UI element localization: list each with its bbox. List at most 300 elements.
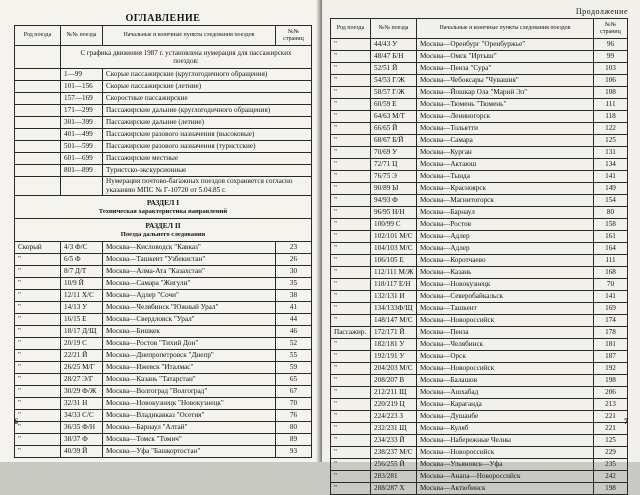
range-description: Пассажирские дальние (летние): [103, 117, 312, 129]
table-row: [331, 351, 628, 363]
train-number: 36/35 Ф/Н: [61, 422, 103, 434]
page-ref: 178: [594, 327, 628, 339]
train-route: Москва—Ашхабад: [417, 387, 594, 399]
numbering-range-row: [15, 117, 312, 129]
train-category: ": [331, 207, 371, 219]
train-category: ": [331, 63, 371, 75]
number-range: 1—99: [61, 69, 103, 81]
page-ref: 59: [276, 362, 312, 374]
table-row: [15, 434, 312, 446]
train-number: 134/133Ф/Щ: [371, 303, 417, 315]
page-ref: 67: [276, 386, 312, 398]
empty-cell: [15, 46, 61, 69]
column-header-category: Род поезда: [331, 19, 371, 39]
train-number: 234/233 Й: [371, 435, 417, 447]
train-number: 30/29 Ф/Ж: [61, 386, 103, 398]
train-route: Москва—Новокузнецк "Новокузнецк": [103, 398, 276, 410]
train-number: 6/5 Ф: [61, 254, 103, 266]
train-number: 54/53 Г/Ж: [371, 75, 417, 87]
train-category: ": [331, 303, 371, 315]
page-ref: 23: [276, 242, 312, 254]
train-category: ": [331, 171, 371, 183]
empty-cell: [15, 117, 61, 129]
page-ref: 41: [276, 302, 312, 314]
page-ref: 108: [594, 87, 628, 99]
table-row: [331, 423, 628, 435]
train-number: 238/237 М/С: [371, 447, 417, 459]
train-route: Москва—Лениногорск: [417, 111, 594, 123]
page-ref: 65: [276, 374, 312, 386]
train-category: ": [15, 446, 61, 458]
page-ref: 141: [594, 171, 628, 183]
page-heading-continued: Продолжение: [575, 7, 628, 16]
page-number: 6: [14, 417, 18, 426]
table-row: [15, 386, 312, 398]
page-ref: 206: [594, 387, 628, 399]
table-row: [15, 266, 312, 278]
train-category: ": [331, 447, 371, 459]
train-route: Москва—Душанбе: [417, 411, 594, 423]
numbering-range-row: [15, 129, 312, 141]
train-category: ": [331, 399, 371, 411]
train-number: 100/99 С: [371, 219, 417, 231]
range-description: Скоростные пассажирские: [103, 93, 312, 105]
train-number: 14/13 У: [61, 302, 103, 314]
train-number: 208/207 В: [371, 375, 417, 387]
table-row: [15, 362, 312, 374]
numbering-range-row: [15, 105, 312, 117]
page-ref: 26: [276, 254, 312, 266]
column-header-route: Начальные и конечные пункты следования поездов: [417, 19, 594, 39]
train-category: ": [331, 159, 371, 171]
train-number: 288/287 Х: [371, 483, 417, 495]
numbering-range-row: [15, 165, 312, 177]
train-route: Москва—Бишкек: [103, 326, 276, 338]
page-ref: 52: [276, 338, 312, 350]
column-header-route: Начальные и конечные пункты следования поездов: [103, 26, 276, 46]
train-number: 44/43 У: [371, 39, 417, 51]
train-route: Москва—Магнитогорск: [417, 195, 594, 207]
table-row: [331, 135, 628, 147]
train-number: 96/95 Н/Н: [371, 207, 417, 219]
table-row: [15, 290, 312, 302]
train-route: Москва—Новороссийск: [417, 315, 594, 327]
empty-cell: [15, 129, 61, 141]
table-row: [15, 314, 312, 326]
page-ref: 221: [594, 423, 628, 435]
train-route: Москва—Балашов: [417, 375, 594, 387]
page-ref: 235: [594, 459, 628, 471]
train-route: Москва—Волгоград "Волгоград": [103, 386, 276, 398]
table-row: [15, 398, 312, 410]
train-category: ": [15, 266, 61, 278]
train-route: Москва—Днепропетровск "Днепр": [103, 350, 276, 362]
section-subtitle: Поезда дальнего следования: [120, 231, 206, 238]
train-route: Москва—Уфа "Башкортостан": [103, 446, 276, 458]
train-number: 58/57 Г/Ж: [371, 87, 417, 99]
page-ref: 35: [276, 278, 312, 290]
train-number: 4/3 Ф/С: [61, 242, 103, 254]
train-category: ": [331, 75, 371, 87]
numbering-note-row: [15, 46, 312, 69]
empty-cell: [15, 177, 61, 196]
train-category: ": [331, 483, 371, 495]
table-row: [331, 267, 628, 279]
number-range: 801—899: [61, 165, 103, 177]
right-page: [322, 0, 640, 492]
train-route: Москва—Орск: [417, 351, 594, 363]
train-route: Москва—Ижевск "Италмас": [103, 362, 276, 374]
column-header-category: Род поезда: [15, 26, 61, 46]
train-route: Москва—Караганда: [417, 399, 594, 411]
train-category: ": [331, 339, 371, 351]
range-description: Нумерация почтово-багажных поездов сохраняется согласно указанию МПС № Г-10720 от 5.04.85 г.: [103, 177, 312, 196]
train-number: 64/63 М/Т: [371, 111, 417, 123]
page-ref: 187: [594, 351, 628, 363]
train-route: Москва—Адлер "Сочи": [103, 290, 276, 302]
table-row: [331, 195, 628, 207]
train-route: Москва—Томск "Томич": [103, 434, 276, 446]
page-ref: 96: [594, 39, 628, 51]
train-category: ": [331, 183, 371, 195]
train-category: ": [15, 434, 61, 446]
train-category: ": [15, 278, 61, 290]
train-number: 220/219 Ц: [371, 399, 417, 411]
train-number: 106/105 Е: [371, 255, 417, 267]
range-description: Скорые пассажирские (круглогодичного обращения): [103, 69, 312, 81]
numbering-range-row: [15, 81, 312, 93]
train-route: Москва—Чебоксары "Чувашия": [417, 75, 594, 87]
table-row: [15, 338, 312, 350]
train-route: Москва—Ташкент "Узбекистан": [103, 254, 276, 266]
table-row: [15, 410, 312, 422]
empty-cell: [15, 141, 61, 153]
train-category: ": [331, 51, 371, 63]
page-ref: 99: [594, 51, 628, 63]
train-category: ": [331, 99, 371, 111]
table-row: [15, 302, 312, 314]
toc-table-left: [14, 25, 312, 458]
table-row: [331, 291, 628, 303]
train-route: Москва—Актаюш: [417, 159, 594, 171]
table-row: [15, 278, 312, 290]
train-route: Москва—Курган: [417, 147, 594, 159]
train-number: 38/37 Ф: [61, 434, 103, 446]
page-ref: 76: [276, 410, 312, 422]
page-ref: 44: [276, 314, 312, 326]
train-route: Москва—Челябинск "Южный Урал": [103, 302, 276, 314]
train-route: Москва—Омск "Иртыш": [417, 51, 594, 63]
train-category: ": [15, 410, 61, 422]
table-row: [331, 39, 628, 51]
train-category: ": [331, 423, 371, 435]
number-range: 101—156: [61, 81, 103, 93]
train-route: Москва—Тында: [417, 171, 594, 183]
table-row: [331, 255, 628, 267]
page-ref: 46: [276, 326, 312, 338]
train-route: Москва—Кисловодск "Кавказ": [103, 242, 276, 254]
train-route: Москва—Коротчаево: [417, 255, 594, 267]
train-category: ": [331, 279, 371, 291]
train-route: Москва—Новороссийск: [417, 447, 594, 459]
train-category: ": [331, 267, 371, 279]
left-page: [0, 0, 320, 462]
train-number: 182/181 У: [371, 339, 417, 351]
table-row: [331, 459, 628, 471]
train-route: Москва—Актюбинск: [417, 483, 594, 495]
table-row: [331, 447, 628, 459]
train-number: 224/223 З: [371, 411, 417, 423]
page-ref: 125: [594, 135, 628, 147]
table-row: [331, 411, 628, 423]
table-row: [15, 422, 312, 434]
table-row: [331, 111, 628, 123]
section-2-heading: [15, 219, 312, 242]
train-category: Скорый: [15, 242, 61, 254]
train-number: 40/39 Й: [61, 446, 103, 458]
numbering-range-row: [15, 141, 312, 153]
table-row: [15, 446, 312, 458]
page-ref: 80: [276, 422, 312, 434]
train-category: ": [15, 398, 61, 410]
train-number: 72/71 Ц: [371, 159, 417, 171]
section-1-heading-cell: [15, 196, 312, 219]
train-route: Москва—Алма-Ата "Казахстан": [103, 266, 276, 278]
train-category: ": [15, 326, 61, 338]
page-ref: 154: [594, 195, 628, 207]
table-row: [331, 387, 628, 399]
train-category: ": [15, 302, 61, 314]
numbering-range-row: [15, 69, 312, 81]
train-category: ": [331, 111, 371, 123]
section-1-heading: [15, 196, 312, 219]
page-ref: 70: [594, 279, 628, 291]
table-row: [331, 483, 628, 495]
train-route: Москва—Самара: [417, 135, 594, 147]
numbering-range-row: [15, 153, 312, 165]
page-ref: 158: [594, 219, 628, 231]
train-route: Москва—Самара "Жигули": [103, 278, 276, 290]
range-description: Пассажирские разового назначения (высоковые): [103, 129, 312, 141]
train-route: Москва—Набережные Челны: [417, 435, 594, 447]
train-number: 118/117 Е/Н: [371, 279, 417, 291]
page-ref: 169: [594, 303, 628, 315]
train-route: Москва—Пенза: [417, 327, 594, 339]
train-route: Москва—Казань "Татарстан": [103, 374, 276, 386]
page-ref: 168: [594, 267, 628, 279]
numbering-range-row: [15, 93, 312, 105]
train-number: 26/25 М/Г: [61, 362, 103, 374]
numbering-note: С графика движения 1987 г. установлена нумерация для пассажирских поездов:: [61, 46, 312, 69]
train-number: 68/67 Б/Й: [371, 135, 417, 147]
train-number: 66/65 Й: [371, 123, 417, 135]
number-range: [61, 177, 103, 196]
section-2-heading-cell: [15, 219, 312, 242]
page-number: 7: [624, 417, 628, 426]
train-category: Пассажир.: [331, 327, 371, 339]
train-number: 256/255 Й: [371, 459, 417, 471]
page-ref: 161: [594, 231, 628, 243]
table-row: [331, 207, 628, 219]
train-route: Москва—Новокузнецк: [417, 279, 594, 291]
train-number: 32/31 Н: [61, 398, 103, 410]
table-row: [331, 183, 628, 195]
train-category: ": [331, 147, 371, 159]
empty-cell: [15, 165, 61, 177]
train-route: Москва—Ташкент: [417, 303, 594, 315]
train-category: ": [15, 422, 61, 434]
page-ref: 181: [594, 339, 628, 351]
table-row: [331, 339, 628, 351]
number-range: 501—599: [61, 141, 103, 153]
train-route: Москва—Барнаул: [417, 207, 594, 219]
empty-cell: [15, 105, 61, 117]
page-ref: 134: [594, 159, 628, 171]
train-number: 60/59 Е: [371, 99, 417, 111]
page-ref: 125: [594, 435, 628, 447]
table-row: [331, 399, 628, 411]
table-row: [331, 51, 628, 63]
train-route: Москва—Барнаул "Алтай": [103, 422, 276, 434]
table-row: [331, 219, 628, 231]
number-range: 601—699: [61, 153, 103, 165]
train-number: 48/47 Б/Н: [371, 51, 417, 63]
train-category: ": [331, 39, 371, 51]
range-description: Пассажирские местные: [103, 153, 312, 165]
train-route: Москва—Оренбург "Оренбуржье": [417, 39, 594, 51]
page-ref: 174: [594, 315, 628, 327]
train-number: 90/89 Ы: [371, 183, 417, 195]
number-range: 171—299: [61, 105, 103, 117]
page-ref: 70: [276, 398, 312, 410]
train-number: 18/17 Д/Щ: [61, 326, 103, 338]
train-number: 232/231 Щ: [371, 423, 417, 435]
train-route: Москва—Адлер: [417, 243, 594, 255]
train-number: 132/131 И: [371, 291, 417, 303]
train-category: ": [331, 255, 371, 267]
train-category: ": [331, 471, 371, 483]
section-subtitle: Техническая характеристика направлений: [98, 208, 228, 215]
table-header-row: [331, 19, 628, 39]
train-number: 22/21 Й: [61, 350, 103, 362]
train-category: ": [331, 363, 371, 375]
train-category: ": [331, 231, 371, 243]
table-row: [331, 471, 628, 483]
table-row: [331, 159, 628, 171]
train-route: Москва—Ульяновск—Уфа: [417, 459, 594, 471]
table-row: [331, 315, 628, 327]
page-ref: 93: [276, 446, 312, 458]
table-row: [331, 99, 628, 111]
train-category: ": [331, 291, 371, 303]
train-route: Москва—Красноярск: [417, 183, 594, 195]
table-row: [15, 374, 312, 386]
train-category: ": [331, 387, 371, 399]
page-ref: 38: [276, 290, 312, 302]
page-ref: 89: [276, 434, 312, 446]
train-category: ": [15, 374, 61, 386]
page-ref: 213: [594, 399, 628, 411]
train-category: ": [15, 362, 61, 374]
train-route: Москва—Анапа—Новороссийск: [417, 471, 594, 483]
train-number: 28/27 Э/Г: [61, 374, 103, 386]
train-number: 104/103 М/С: [371, 243, 417, 255]
train-number: 212/211 Щ: [371, 387, 417, 399]
numbering-range-row: [15, 177, 312, 196]
table-row: [331, 231, 628, 243]
table-row: [15, 326, 312, 338]
train-number: 76/75 Э: [371, 171, 417, 183]
page-heading: ОГЛАВЛЕНИЕ: [125, 13, 201, 24]
table-row: [15, 242, 312, 254]
page-ref: 122: [594, 123, 628, 135]
train-route: Москва—Свердловск "Урал": [103, 314, 276, 326]
train-route: Москва—Новороссийск: [417, 363, 594, 375]
train-route: Москва—Куляб: [417, 423, 594, 435]
train-number: 172/171 Й: [371, 327, 417, 339]
table-row: [331, 123, 628, 135]
train-category: ": [331, 243, 371, 255]
train-number: 148/147 М/С: [371, 315, 417, 327]
page-ref: 111: [594, 255, 628, 267]
train-category: ": [331, 315, 371, 327]
range-description: Туристско-экскурсионные: [103, 165, 312, 177]
column-header-page: №№ страниц: [276, 26, 312, 46]
train-category: ": [331, 375, 371, 387]
train-category: ": [331, 123, 371, 135]
train-number: 34/33 С/С: [61, 410, 103, 422]
table-row: [331, 279, 628, 291]
train-category: ": [15, 254, 61, 266]
page-ref: 111: [594, 99, 628, 111]
table-header-row: [15, 26, 312, 46]
train-route: Москва—Северобайкальск: [417, 291, 594, 303]
train-route: Москва—Владикавказ "Осетия": [103, 410, 276, 422]
page-ref: 192: [594, 363, 628, 375]
train-category: ": [331, 135, 371, 147]
table-row: [331, 75, 628, 87]
train-category: ": [15, 290, 61, 302]
column-header-page: №№ страниц: [594, 19, 628, 39]
page-ref: 131: [594, 147, 628, 159]
train-number: 8/7 Д/Т: [61, 266, 103, 278]
page-ref: 164: [594, 243, 628, 255]
train-route: Москва—Ростов "Тихий Дон": [103, 338, 276, 350]
train-route: Москва—Тольятти: [417, 123, 594, 135]
train-route: Москва—Адлер: [417, 231, 594, 243]
column-header-train: №№ поезда: [61, 26, 103, 46]
page-ref: 149: [594, 183, 628, 195]
number-range: 401—499: [61, 129, 103, 141]
table-row: [331, 147, 628, 159]
train-number: 204/203 М/С: [371, 363, 417, 375]
number-range: 301—399: [61, 117, 103, 129]
train-number: 94/93 Ф: [371, 195, 417, 207]
range-description: Пассажирские дальние (круглогодичного обращения): [103, 105, 312, 117]
train-category: ": [15, 314, 61, 326]
page-ref: 198: [594, 375, 628, 387]
empty-cell: [15, 81, 61, 93]
empty-cell: [15, 153, 61, 165]
table-row: [331, 243, 628, 255]
column-header-train: №№ поезда: [371, 19, 417, 39]
section-title: РАЗДЕЛ I: [146, 198, 180, 207]
train-category: ": [331, 219, 371, 231]
page-ref: 198: [594, 483, 628, 495]
range-description: Скорые пассажирские (летние): [103, 81, 312, 93]
train-number: 283/281: [371, 471, 417, 483]
table-row: [331, 87, 628, 99]
